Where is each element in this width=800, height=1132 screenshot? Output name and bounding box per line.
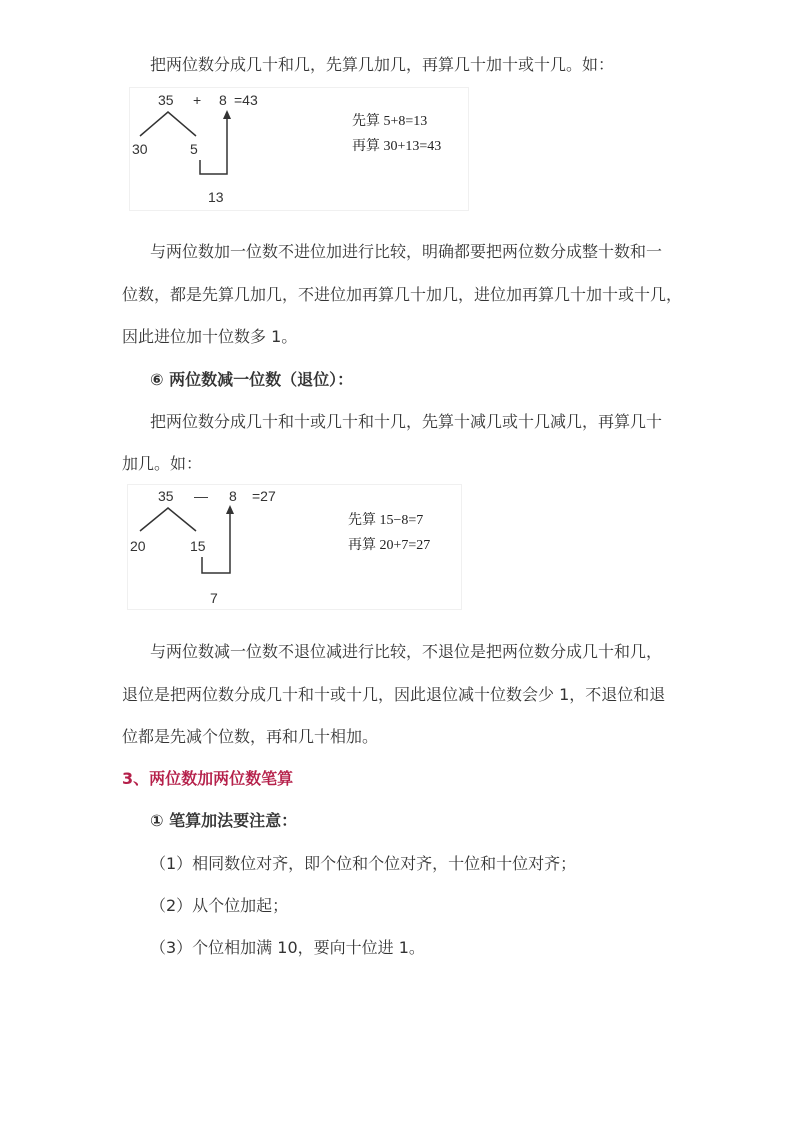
section3-item1: （1）相同数位对齐，即个位和个位对齐，十位和十位对齐； [150,854,577,873]
fig1-bracket-arrow [200,118,227,174]
fig2-result: =27 [252,488,276,504]
fig1-result: =43 [234,92,258,108]
fig1-op: + [193,92,202,108]
fig2-arrow-head [226,505,234,514]
para1-line1: 与两位数加一位数不进位加进行比较，明确都要把两位数分成整十数和一 [150,242,663,261]
fig1-expr-b: 8 [219,92,227,108]
para1-line2: 位数，都是先算几加几，不进位加再算几十加几，进位加再算几十加十或十几， [122,285,683,304]
fig1-note2: 再算 30+13=43 [352,139,442,154]
section3-item2: （2）从个位加起； [150,896,289,915]
fig1-split-lines [140,112,196,136]
fig1-note1: 先算 5+8=13 [352,114,428,129]
section6-line2: 加几。如： [122,454,203,473]
figure-addition-diagram [130,88,468,210]
intro-line: 把两位数分成几十和几，先算几加几，再算几十加十或十几。如： [150,55,615,74]
section3-heading: 3、两位数加两位数笔算 [122,769,294,788]
figure-subtraction-diagram [128,485,461,609]
fig1-split-ones: 5 [190,141,198,157]
para2-line2: 退位是把两位数分成几十和十或十几，因此退位减十位数会少 1，不退位和退 [122,685,666,704]
fig1-partial: 13 [208,189,224,205]
para1-line3: 因此进位加十位数多 1。 [122,327,298,346]
fig1-arrow-head [223,110,231,119]
fig2-split-ones: 15 [190,538,206,554]
para2-line1: 与两位数减一位数不退位减进行比较，不退位是把两位数分成几十和几， [150,642,663,661]
section6-line1: 把两位数分成几十和十或几十和十几，先算十减几或十几减几，再算几十 [150,412,663,431]
fig2-op: — [194,488,208,504]
fig2-split-lines [140,508,196,531]
para2-line3: 位都是先减个位数，再和几十相加。 [122,727,379,746]
fig2-note2: 再算 20+7=27 [348,538,431,553]
fig2-partial: 7 [210,590,218,606]
fig2-expr-b: 8 [229,488,237,504]
section6-heading: ⑥ 两位数减一位数（退位）： [150,370,354,389]
fig2-bracket-arrow [202,513,230,573]
section3-subheading: ① 笔算加法要注意： [150,811,298,830]
fig2-note1: 先算 15−8=7 [348,513,424,528]
fig1-expr-a: 35 [158,92,174,108]
fig1-split-tens: 30 [132,141,148,157]
fig2-split-tens: 20 [130,538,146,554]
fig2-expr-a: 35 [158,488,174,504]
section3-item3: （3）个位相加满 10，要向十位进 1。 [150,938,425,957]
